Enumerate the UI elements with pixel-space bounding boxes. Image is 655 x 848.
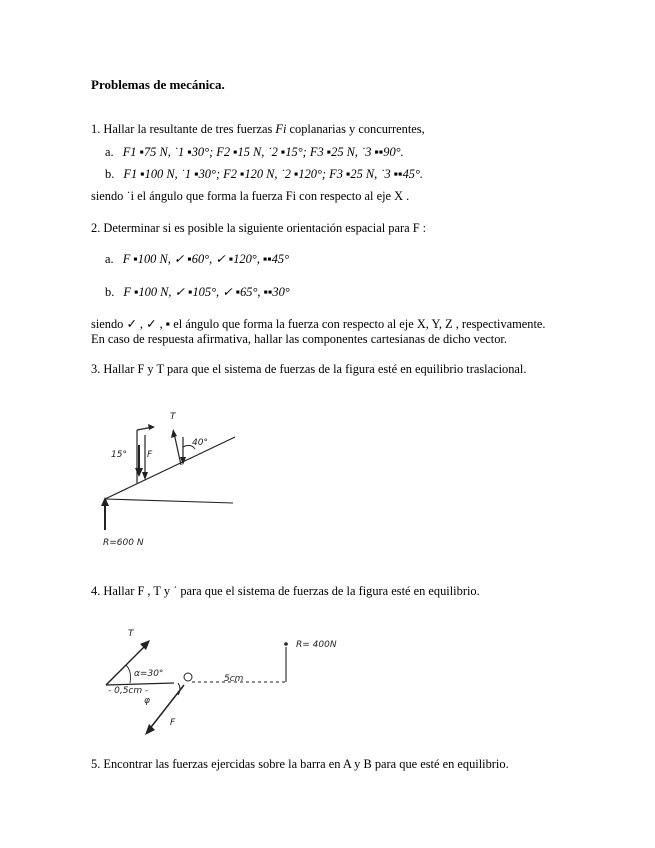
problem-1-definition: siendo ˙i el ángulo que forma la fuerza Fi con respecto al eje X . bbox=[91, 189, 410, 203]
problem-1-item-a-text: F1 ▪75 N, ˙1 ▪30°; F2 ▪15 N, ˙2 ▪15°; F3 ▪25 N, ˙3 ▪▪90°. bbox=[122, 145, 404, 159]
problem-1-item-b-label: b. bbox=[105, 167, 115, 181]
problem-4-text: 4. Hallar F , T y ˈ para que el sistema de fuerzas de la figura esté en equilibrio. bbox=[91, 584, 480, 598]
problem-1-item-b bbox=[105, 167, 423, 182]
problem-2-item-b-text: F ▪100 N, ✓ ▪105°, ✓ ▪65°, ▪▪30° bbox=[123, 285, 290, 299]
problem-2-item-a-text: F ▪100 N, ✓ ▪60°, ✓ ▪120°, ▪▪45° bbox=[122, 252, 290, 266]
problem-4-figure bbox=[100, 625, 370, 745]
problem-2-definition: siendo ✓ , ✓ , ▪ el ángulo que forma la fuerza con respecto al eje X, Y, Z , respectivamente. bbox=[91, 317, 546, 331]
problem-4-t-label: T bbox=[128, 629, 134, 639]
problem-1-intro-symbol: Fi bbox=[275, 122, 287, 136]
problem-2-item-a bbox=[105, 251, 289, 267]
problem-5-text: 5. Encontrar las fuerzas ejercidas sobre la barra en A y B para que esté en equilibrio. bbox=[91, 757, 509, 771]
problem-3-text: 3. Hallar F y T para que el sistema de fuerzas de la figura esté en equilibrio traslacional. bbox=[91, 362, 527, 376]
problem-3-figure bbox=[95, 405, 245, 548]
problem-4-5cm-label: 5cm bbox=[224, 674, 244, 684]
problem-1-item-a bbox=[105, 145, 404, 160]
problem-2-instruction: En caso de respuesta afirmativa, hallar las componentes cartesianas de dicho vector. bbox=[91, 332, 507, 346]
problem-3-t-label: T bbox=[170, 412, 176, 422]
problem-1-intro-a: 1. Hallar la resultante de tres fuerzas bbox=[91, 122, 276, 136]
problem-4-r-label: R= 400N bbox=[296, 640, 337, 650]
problem-1-intro bbox=[91, 122, 425, 137]
page-title: Problemas de mecánica. bbox=[91, 77, 225, 92]
problem-1-item-b-text: F1 ▪100 N, ˙1 ▪30°; F2 ▪120 N, ˙2 ▪120°; F3 ▪25 N, ˙3 ▪▪45°. bbox=[123, 167, 424, 181]
problem-4-alpha-label: α=30° bbox=[134, 669, 164, 679]
problem-2-item-a-label: a. bbox=[105, 252, 114, 266]
problem-4-phi-label: φ bbox=[144, 696, 150, 706]
problem-1-item-a-label: a. bbox=[105, 145, 114, 159]
problem-2-intro: 2. Determinar si es posible la siguiente orientación espacial para F : bbox=[91, 221, 427, 235]
problem-3-r-label: R=600 N bbox=[103, 538, 144, 548]
problem-1-intro-b: coplanarias y concurrentes, bbox=[286, 122, 425, 136]
problem-3-angle-40-label: 40° bbox=[192, 438, 208, 448]
problem-2-item-b bbox=[105, 284, 290, 300]
problem-4-half-cm-label: - 0,5cm - bbox=[108, 686, 149, 696]
problem-2-item-b-label: b. bbox=[105, 285, 115, 299]
problem-3-f-label: F bbox=[147, 450, 153, 460]
problem-4-f-label: F bbox=[170, 718, 176, 728]
problem-3-angle-15-label: 15° bbox=[111, 450, 127, 460]
